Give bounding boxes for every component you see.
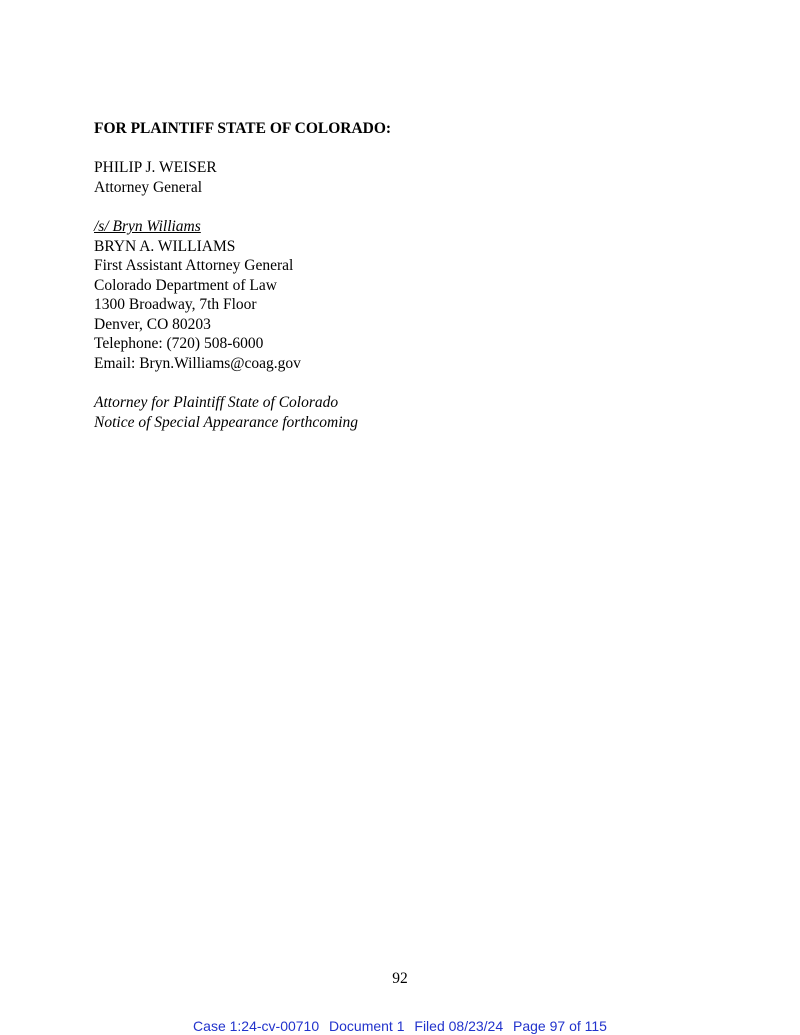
attorney-general-block: [94, 158, 217, 197]
case-number: Case 1:24-cv-00710: [193, 1018, 320, 1034]
attorney-general-title: Attorney General: [94, 178, 203, 196]
telephone: Telephone: (720) 508-6000: [94, 335, 264, 352]
document-number: Document 1: [329, 1018, 405, 1034]
address-line-1: 1300 Broadway, 7th Floor: [94, 296, 257, 313]
attorney-role: Attorney for Plaintiff State of Colorado: [94, 394, 339, 411]
role-block: [94, 393, 358, 432]
signature-block: [94, 217, 301, 373]
address-line-2: Denver, CO 80203: [94, 315, 211, 333]
signer-name: BRYN A. WILLIAMS: [94, 237, 236, 255]
section-heading: FOR PLAINTIFF STATE OF COLORADO:: [94, 120, 392, 137]
email: Email: Bryn.Williams@coag.gov: [94, 354, 301, 372]
signer-title: First Assistant Attorney General: [94, 257, 294, 274]
signer-office: Colorado Department of Law: [94, 276, 277, 294]
case-footer: [0, 1017, 800, 1035]
electronic-signature: /s/ Bryn Williams: [94, 218, 201, 235]
page-of-total: Page 97 of 115: [513, 1018, 607, 1034]
appearance-notice: Notice of Special Appearance forthcoming: [94, 413, 359, 431]
filed-date: Filed 08/23/24: [414, 1018, 504, 1034]
attorney-general-name: PHILIP J. WEISER: [94, 159, 217, 176]
page-number: 92: [392, 970, 408, 987]
